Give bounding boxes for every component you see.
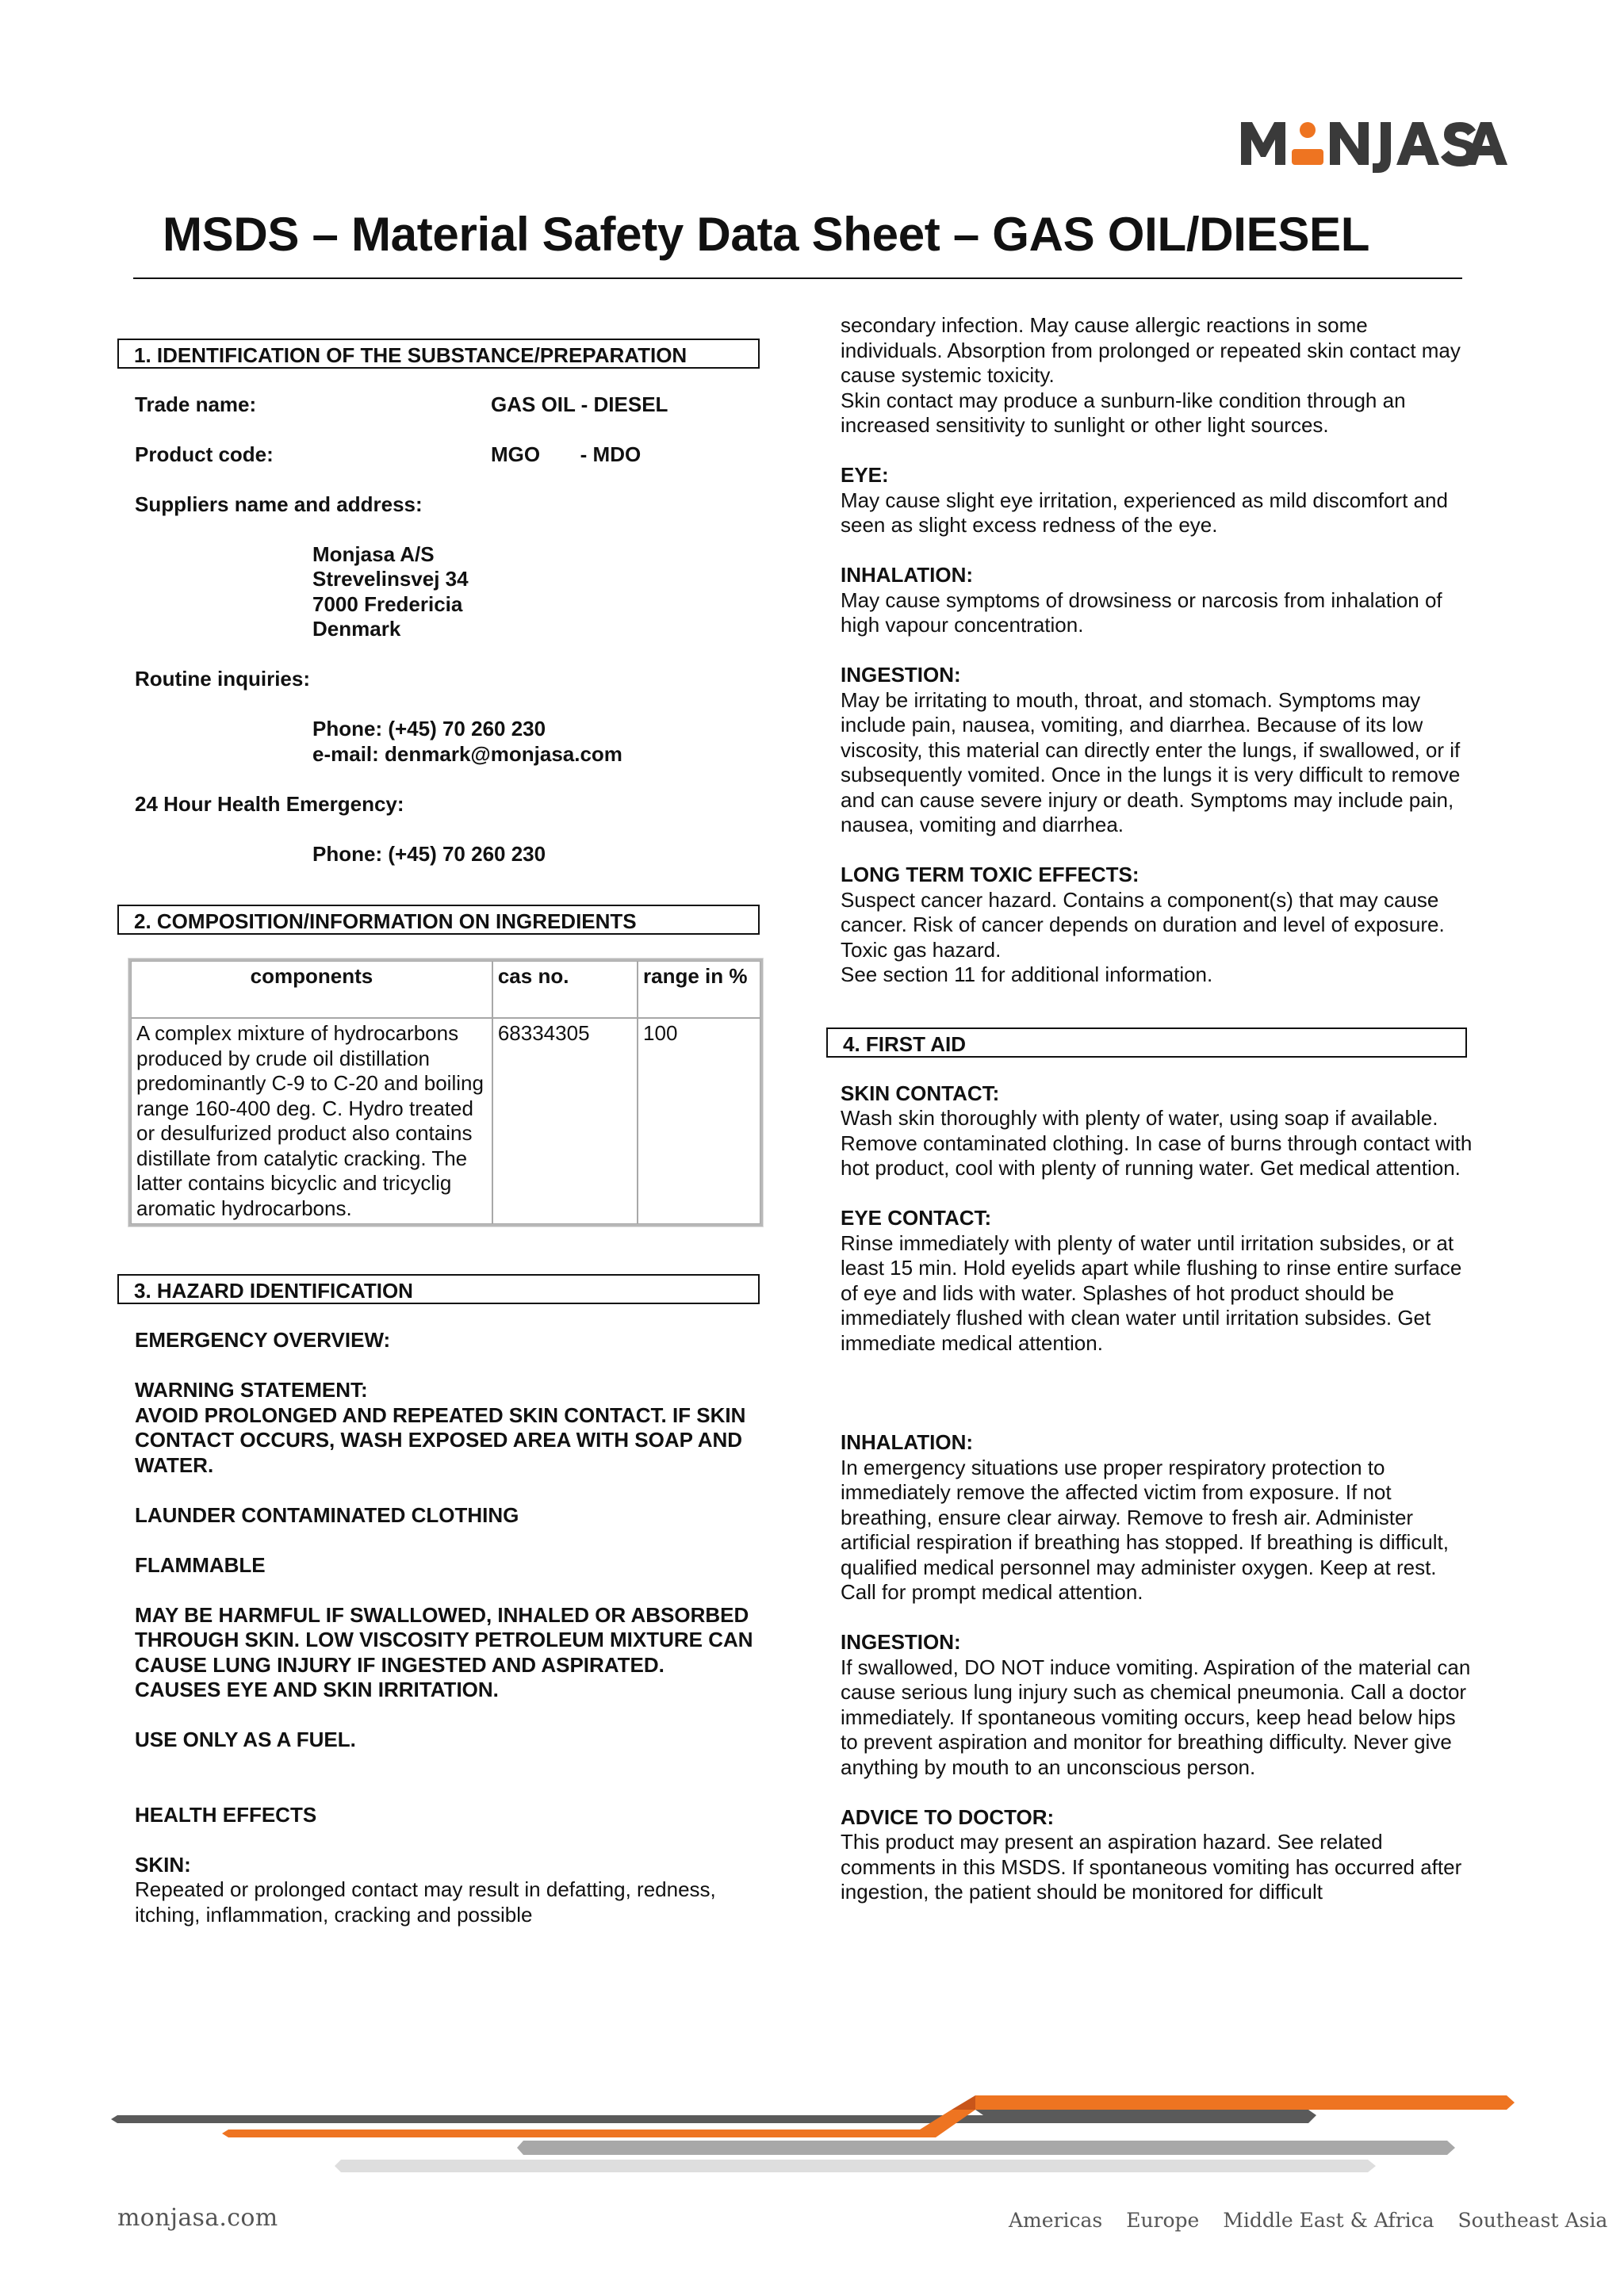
toxic-gas-text: Toxic gas hazard. [841, 937, 1002, 962]
cell-cas: 68334305 [492, 1018, 638, 1224]
routine-inquiries-label: Routine inquiries: [135, 667, 310, 691]
region-middle-east-africa: Middle East & Africa [1223, 2209, 1434, 2232]
column-header-components: components [131, 961, 492, 1018]
address-line: Strevelinsvej 34 [312, 567, 469, 591]
region-southeast-asia: Southeast Asia [1457, 2209, 1608, 2232]
monjasa-logo [1239, 111, 1509, 174]
right-column [841, 313, 1475, 1905]
warning-text: AVOID PROLONGED AND REPEATED SKIN CONTACT. IF SKIN CONTACT OCCURS, WASH EXPOSED AREA WITH SOAP AND WATER. [135, 1402, 746, 1477]
section-3-heading: 3. HAZARD IDENTIFICATION [117, 1274, 760, 1304]
product-code-label: Product code: [135, 442, 274, 466]
skin-text: Repeated or prolonged contact may result in defatting, redness, itching, inflammation, cracking and possible [135, 1877, 716, 1927]
skin-text-continued: secondary infection. May cause allergic reactions in some individuals. Absorption from prolonged or repeated skin contact may cause systemic toxicity. [841, 313, 1461, 387]
trade-name-label: Trade name: [135, 392, 257, 416]
cell-range: 100 [638, 1018, 760, 1224]
footer-website[interactable]: monjasa.com [117, 2204, 278, 2232]
first-aid-skin-label: SKIN CONTACT: [841, 1081, 1000, 1105]
eye-text: May cause slight eye irritation, experienced as mild discomfort and seen as slight excess redness of the eye. [841, 488, 1448, 537]
first-aid-inhalation-text: In emergency situations use proper respiratory protection to immediately remove the affected victim from exposure. If not breathing, ensure clear airway. Remove to fresh air. Administer artificial respiration if breathing has stopped. If breathing is difficult, qualified medical personnel may administer oxygen. Keep at rest. Call for prompt medical attention. [841, 1455, 1449, 1604]
trade-name-value: GAS OIL - DIESEL [491, 392, 668, 416]
eye-label: EYE: [841, 463, 889, 487]
emergency-overview: EMERGENCY OVERVIEW: [135, 1328, 391, 1352]
left-column [135, 313, 761, 1927]
emergency-phone: Phone: (+45) 70 260 230 [312, 841, 546, 866]
health-effects-heading: HEALTH EFFECTS [135, 1802, 317, 1827]
title-divider [133, 277, 1462, 279]
footer-stripe-band [111, 2093, 1522, 2184]
section-1-heading: 1. IDENTIFICATION OF THE SUBSTANCE/PREPARATION [117, 339, 760, 369]
address-line: Denmark [312, 617, 401, 641]
advice-text: This product may present an aspiration hazard. See related comments in this MSDS. If spontaneous vomiting has occurred after ingestion, the patient should be monitored for difficult [841, 1830, 1462, 1904]
routine-email: e-mail: denmark@monjasa.com [312, 741, 622, 766]
product-code-row [135, 442, 761, 468]
page-title: MSDS – Material Safety Data Sheet – GAS OIL/DIESEL [163, 208, 1370, 261]
causes-text: CAUSES EYE AND SKIN IRRITATION. [135, 1678, 499, 1701]
first-aid-eye-label: EYE CONTACT: [841, 1206, 992, 1230]
ingestion-label: INGESTION: [841, 663, 961, 687]
inhalation-label: INHALATION: [841, 563, 974, 587]
section-4-heading: 4. FIRST AID [826, 1027, 1467, 1058]
cell-components: A complex mixture of hydrocarbons produced by crude oil distillation predominantly C-9 to C-20 and boiling range 160-400 deg. C. Hydro treated or desulfurized product also contains distillate from catalytic cracking. The latter contains bicyclic and tricyclig aromatic hydrocarbons. [131, 1018, 492, 1224]
skin-text-sunburn: Skin contact may produce a sunburn-like condition through an increased sensitivity to sunlight or other light sources. [841, 388, 1406, 437]
launder-text: LAUNDER CONTAMINATED CLOTHING [135, 1502, 519, 1527]
skin-label: SKIN: [135, 1852, 191, 1877]
advice-label: ADVICE TO DOCTOR: [841, 1804, 1055, 1829]
fuel-text: USE ONLY AS A FUEL. [135, 1728, 356, 1751]
first-aid-skin-text: Wash skin thoroughly with plenty of water, using soap if available. Remove contaminated clothing. In case of burns through contact with hot product, cool with plenty of running water. Get medical attention. [841, 1106, 1473, 1180]
flammable-text: FLAMMABLE [135, 1552, 266, 1577]
first-aid-inhalation-label: INHALATION: [841, 1430, 974, 1454]
harmful-text: MAY BE HARMFUL IF SWALLOWED, INHALED OR ABSORBED THROUGH SKIN. LOW VISCOSITY PETROLEUM MIXTURE CAN CAUSE LUNG INJURY IF INGESTED AND ASPIRATED. [135, 1602, 753, 1677]
address-line: Monjasa A/S [312, 541, 435, 566]
footer-regions [991, 2208, 1608, 2233]
trade-name-row [135, 392, 761, 418]
table-row [131, 1018, 760, 1224]
composition-table [128, 959, 763, 1226]
product-code-value: MGO - MDO [491, 442, 642, 466]
first-aid-eye-text: Rinse immediately with plenty of water until irritation subsides, or at least 15 min. Hold eyelids apart while flushing to rinse entire surface of eye and lids with water. Splashes of hot product should be immediately flushed with clean water until irritation subsides. Get immediate medical attention. [841, 1230, 1462, 1355]
table-header-row [131, 961, 760, 1018]
inhalation-text: May cause symptoms of drowsiness or narcosis from inhalation of high vapour concentration. [841, 587, 1442, 637]
first-aid-ingestion-label: INGESTION: [841, 1630, 961, 1654]
ingestion-text: May be irritating to mouth, throat, and stomach. Symptoms may include pain, nausea, vomiting, and diarrhea. Because of its low viscosity, this material can directly enter the lungs, if swallowed, or if subsequently vomited. Once in the lungs it is very difficult to remove and can cause severe injury or death. Symptoms may include pain, nausea, vomiting and diarrhea. [841, 687, 1461, 836]
routine-phone: Phone: (+45) 70 260 230 [312, 717, 546, 740]
long-term-text: Suspect cancer hazard. Contains a component(s) that may cause cancer. Risk of cancer depends on duration and level of exposure. [841, 887, 1445, 936]
long-term-label: LONG TERM TOXIC EFFECTS: [841, 863, 1139, 886]
address-line: 7000 Fredericia [312, 591, 463, 616]
section-2-heading: 2. COMPOSITION/INFORMATION ON INGREDIENTS [117, 905, 760, 935]
column-header-cas: cas no. [492, 961, 638, 1018]
suppliers-label: Suppliers name and address: [135, 492, 423, 516]
region-americas: Americas [1009, 2209, 1103, 2232]
emergency-label: 24 Hour Health Emergency: [135, 791, 404, 816]
column-header-range: range in % [638, 961, 760, 1018]
see-section-text: See section 11 for additional information. [841, 962, 1213, 986]
warning-label: WARNING STATEMENT: [135, 1378, 368, 1402]
first-aid-ingestion-text: If swallowed, DO NOT induce vomiting. Aspiration of the material can cause serious lung injury such as chemical pneumonia. Call a doctor immediately. If spontaneous vomiting occurs, keep head below hips to prevent aspiration and monitor for breathing difficulty. Never give anything by mouth to an unconscious person. [841, 1655, 1471, 1779]
region-europe: Europe [1126, 2209, 1200, 2232]
